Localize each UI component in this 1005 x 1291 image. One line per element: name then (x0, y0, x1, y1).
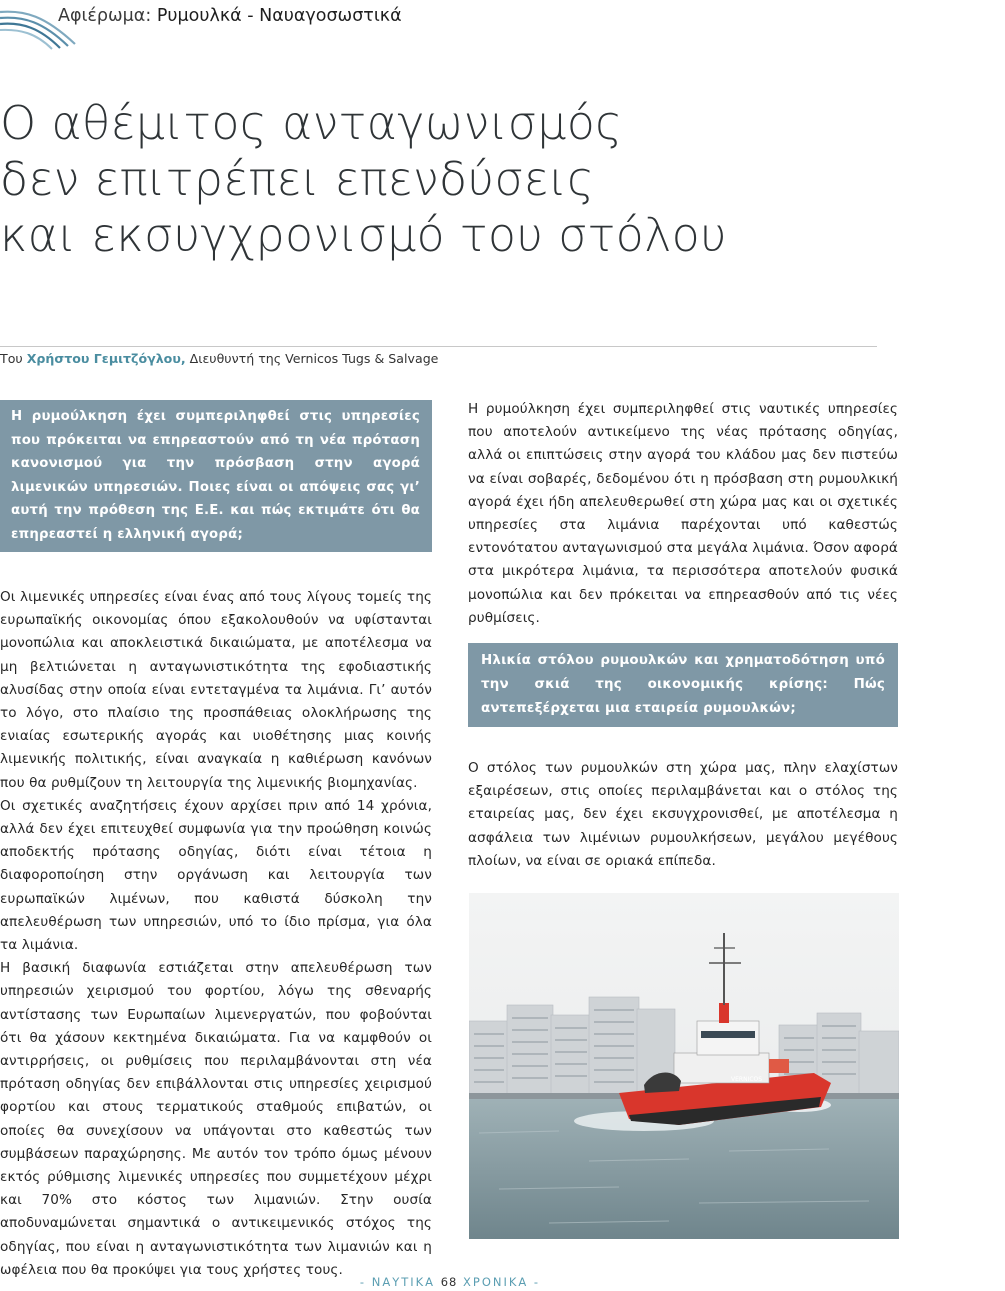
footer-right: ΧΡΟΝΙΚΑ - (463, 1275, 541, 1289)
right-column-answer-2 (468, 757, 898, 873)
headline-line: δεν επιτρέπει επενδύσεις (0, 152, 595, 206)
headline-line: Ο αθέμιτος ανταγωνισμός (0, 96, 623, 150)
body-paragraph: Ο στόλος των ρυμουλκών στη χώρα μας, πλην ελαχίστων εξαιρέσεων, στις οποίες περιλαμβάνεται και ο στόλος της εταιρείας μας, δεν έχει εκσυγχρονισθεί, με αποτέλεσμα η ασφάλεια των λιμένιων ρυμουλκήσεων, μεγάλου μεγέθους πλοίων, να είναι σε οριακά επίπεδα. (468, 760, 898, 869)
tugboat-photo (469, 893, 899, 1239)
article-headline (0, 95, 727, 263)
question-box-1 (0, 400, 432, 552)
section-label: Αφιέρωμα: (58, 6, 152, 26)
divider (0, 346, 877, 347)
body-paragraph: Οι λιμενικές υπηρεσίες είναι ένας από τους λίγους τομείς της ευρωπαϊκής οικονομίας όπου εξακολουθούν να υφίστανται μονοπώλια και αποκλειστικά δικαιώματα, με αποτέλεσμα να μη βελτιώνεται η ανταγωνιστικότητα της εφοδιαστικής αλυσίδας στην οποία είναι εντεταγμένα τα λιμάνια. Γι’ αυτόν το λόγο, στο πλαίσιο της προσπάθειας ολοκλήρωσης της ενιαίας εσωτερικής αγοράς και υιοθέτησης μιας κοινής λιμενικής πολιτικής, είναι αναγκαία η καθιέρωση κανόνων που θα ρυθμίζουν τη λειτουργία της λιμενικής βιομηχανίας. (0, 589, 432, 791)
body-paragraph: Η βασική διαφωνία εστιάζεται στην απελευθέρωση των υπηρεσιών χειρισμού του φορτίου, λόγω της σθεναρής αντίστασης των Ευρωπαίων λιμενεργατών, που φοβούνται ότι θα χάσουν κεκτημένα δικαιώματα. Για να καμφθούν οι αντιρρήσεις, οι ρυθμίσεις που περιλαμβάνονται στη νέα πρόταση οδηγίας δεν επιβάλλονται στις υπηρεσίες χειρισμού φορτίου και στους τερματικούς σταθμούς επιβατών, οι οποίες θα συνεχίσουν να υπάγονται στο καθεστώς των συμβάσεων παραχώρησης. Με αυτόν τον τρόπο όμως μένουν εκτός ρύθμισης λιμενικές υπηρεσίες που συμμετέχουν μέχρι και 70% στο κόστος των λιμανιών. Στην ουσία αποδυναμώνεται σημαντικά ο αντικειμενικός στόχος της οδηγίας, που είναι η ανταγωνιστικότητα των λιμανιών και η ωφέλεια που θα προκύψει για τους χρήστες τους. (0, 960, 432, 1278)
byline-role: Διευθυντή της Vernicos Tugs & Salvage (189, 351, 439, 366)
byline-author: Χρήστου Γεμιτζόγλου, (26, 351, 186, 366)
section-title (58, 6, 402, 26)
body-paragraph: Η ρυμούλκηση έχει συμπεριληφθεί στις ναυτικές υπηρεσίες που αποτελούν αντικείμενο της νέας πρότασης οδηγίας, αλλά οι επιπτώσεις στην αγορά του κλάδου μας δεν πιστεύω να είναι σοβαρές, δεδομένου ότι η πρόσβαση στη ρυμουλκική αγορά έχει ήδη απελευθερωθεί στη χώρα μας και οι σχετικές υπηρεσίες στα λιμάνια παρέχονται υπό καθεστώς εντονότατου ανταγωνισμού στα μεγάλα λιμάνια. Όσον αφορά στα μικρότερα λιμάνια, τα περισσότερα αποτελούν φυσικά μονοπώλια και δεν πρόκειται να επηρεασθούν από τις νέες ρυθμίσεις. (468, 401, 898, 626)
footer-left: - ΝΑΥΤΙΚΑ (359, 1275, 436, 1289)
byline (0, 351, 438, 366)
headline-line: και εκσυγχρονισμό του στόλου (0, 208, 727, 262)
question-text: Η ρυμούλκηση έχει συμπεριληφθεί στις υπηρεσίες που πρόκειται να επηρεαστούν από τη νέα πρόταση κανονισμού για την πρόσβαση στην αγορά λιμενικών υπηρεσιών. Ποιες είναι οι απόψεις σας γι’ αυτή την πρόθεση της Ε.Ε. και πώς εκτιμάτε ότι θα επηρεαστεί η ελληνική αγορά; (11, 409, 420, 542)
right-column-answer-1 (468, 398, 898, 630)
page-number: 68 (440, 1275, 458, 1289)
body-paragraph: Οι σχετικές αναζητήσεις έχουν αρχίσει πριν από 14 χρόνια, αλλά δεν έχει επιτευχθεί συμφωνία για την προώθηση κοινώς αποδεκτής πρότασης οδηγίας, διότι είναι τέτοια η διαφοροποίηση στην οργάνωση και λειτουργία των ευρωπαϊκών λιμένων, που καθιστά δύσκολη την απελευθέρωση των υπηρεσιών, υπό το ίδιο πρίσμα, για όλα τα λιμάνια. (0, 797, 432, 954)
question-text: Ηλικία στόλου ρυμουλκών και χρηματοδότηση υπό την σκιά της οικονομικής κρίσης: Πώς αντεπεξέρχεται μια εταιρεία ρυμουλκών; (481, 653, 885, 716)
byline-prefix: Του (0, 351, 23, 366)
question-box-2 (468, 643, 898, 727)
section-topic: Ρυμουλκά - Ναυαγοσωστικά (156, 6, 402, 26)
svg-text:VERNICOS: VERNICOS (731, 1076, 763, 1083)
left-column-body (0, 586, 432, 1282)
page-footer (0, 1275, 900, 1289)
